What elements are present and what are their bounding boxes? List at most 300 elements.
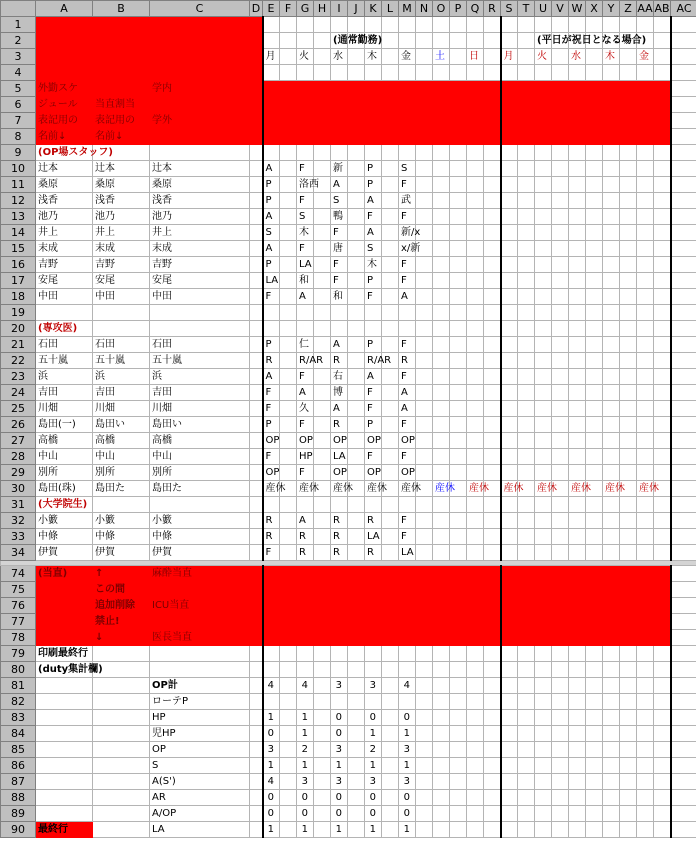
cell-b15[interactable]: 末成 (93, 241, 150, 257)
cell-l81[interactable] (382, 678, 399, 694)
cell-j78[interactable] (348, 630, 365, 646)
cell-p86[interactable] (450, 758, 467, 774)
cell-t26[interactable] (518, 417, 535, 433)
cell-u82[interactable] (535, 694, 552, 710)
cell-s77[interactable] (501, 614, 518, 630)
cell-b32[interactable]: 小籔 (93, 513, 150, 529)
cell-aa82[interactable] (637, 694, 654, 710)
cell-l27[interactable] (382, 433, 399, 449)
cell-f85[interactable] (280, 742, 297, 758)
cell-k6[interactable] (365, 97, 382, 113)
cell-r24[interactable] (484, 385, 501, 401)
cell-k17[interactable]: P (365, 273, 382, 289)
cell-s2[interactable] (501, 33, 518, 49)
cell-x16[interactable] (586, 257, 603, 273)
cell-h3[interactable] (314, 49, 331, 65)
cell-ac28[interactable] (671, 449, 696, 465)
cell-aa20[interactable] (637, 321, 654, 337)
cell-t84[interactable] (518, 726, 535, 742)
cell-v7[interactable] (552, 113, 569, 129)
cell-o12[interactable] (433, 193, 450, 209)
cell-q22[interactable] (467, 353, 484, 369)
cell-j84[interactable] (348, 726, 365, 742)
cell-p9[interactable] (450, 145, 467, 161)
cell-x24[interactable] (586, 385, 603, 401)
cell-u74[interactable] (535, 566, 552, 582)
cell-h2[interactable] (314, 33, 331, 49)
cell-e80[interactable] (263, 662, 280, 678)
cell-p2[interactable] (450, 33, 467, 49)
cell-q14[interactable] (467, 225, 484, 241)
cell-r29[interactable] (484, 465, 501, 481)
cell-c89[interactable]: A/OP (150, 806, 250, 822)
cell-l21[interactable] (382, 337, 399, 353)
cell-z19[interactable] (620, 305, 637, 321)
cell-k31[interactable] (365, 497, 382, 513)
cell-a13[interactable]: 池乃 (36, 209, 93, 225)
cell-s13[interactable] (501, 209, 518, 225)
cell-ac1[interactable] (671, 17, 696, 33)
cell-z11[interactable] (620, 177, 637, 193)
cell-j75[interactable] (348, 582, 365, 598)
cell-k77[interactable] (365, 614, 382, 630)
cell-z28[interactable] (620, 449, 637, 465)
cell-n27[interactable] (416, 433, 433, 449)
cell-u80[interactable] (535, 662, 552, 678)
row-header-2[interactable]: 2 (1, 33, 36, 49)
cell-u79[interactable] (535, 646, 552, 662)
cell-f18[interactable] (280, 289, 297, 305)
cell-y3[interactable]: 木 (603, 49, 620, 65)
cell-a5[interactable]: 外勤スケ (36, 81, 93, 97)
cell-k80[interactable] (365, 662, 382, 678)
cell-a23[interactable]: 浜 (36, 369, 93, 385)
cell-u24[interactable] (535, 385, 552, 401)
cell-ab32[interactable] (654, 513, 671, 529)
cell-z21[interactable] (620, 337, 637, 353)
cell-y79[interactable] (603, 646, 620, 662)
cell-o21[interactable] (433, 337, 450, 353)
cell-o32[interactable] (433, 513, 450, 529)
cell-i88[interactable]: 0 (331, 790, 348, 806)
column-header-e[interactable]: E (263, 1, 280, 17)
cell-b3[interactable] (93, 49, 150, 65)
cell-s27[interactable] (501, 433, 518, 449)
cell-d19[interactable] (250, 305, 263, 321)
cell-q3[interactable]: 日 (467, 49, 484, 65)
cell-t77[interactable] (518, 614, 535, 630)
cell-e82[interactable] (263, 694, 280, 710)
cell-u25[interactable] (535, 401, 552, 417)
cell-ab7[interactable] (654, 113, 671, 129)
cell-f12[interactable] (280, 193, 297, 209)
cell-o82[interactable] (433, 694, 450, 710)
cell-v15[interactable] (552, 241, 569, 257)
cell-g6[interactable] (297, 97, 314, 113)
cell-h27[interactable] (314, 433, 331, 449)
cell-x4[interactable] (586, 65, 603, 81)
cell-x15[interactable] (586, 241, 603, 257)
cell-g29[interactable]: F (297, 465, 314, 481)
cell-s4[interactable] (501, 65, 518, 81)
cell-h14[interactable] (314, 225, 331, 241)
cell-z32[interactable] (620, 513, 637, 529)
cell-ab10[interactable] (654, 161, 671, 177)
cell-l29[interactable] (382, 465, 399, 481)
cell-v23[interactable] (552, 369, 569, 385)
cell-h82[interactable] (314, 694, 331, 710)
cell-m24[interactable]: A (399, 385, 416, 401)
cell-j5[interactable] (348, 81, 365, 97)
cell-c85[interactable]: OP (150, 742, 250, 758)
cell-c11[interactable]: 桑原 (150, 177, 250, 193)
cell-v28[interactable] (552, 449, 569, 465)
cell-o77[interactable] (433, 614, 450, 630)
cell-w14[interactable] (569, 225, 586, 241)
cell-m74[interactable] (399, 566, 416, 582)
cell-i12[interactable]: S (331, 193, 348, 209)
cell-g28[interactable]: HP (297, 449, 314, 465)
cell-ac84[interactable] (671, 726, 696, 742)
cell-u27[interactable] (535, 433, 552, 449)
cell-n32[interactable] (416, 513, 433, 529)
cell-f20[interactable] (280, 321, 297, 337)
cell-a10[interactable]: 辻本 (36, 161, 93, 177)
cell-i79[interactable] (331, 646, 348, 662)
cell-z33[interactable] (620, 529, 637, 545)
cell-a30[interactable]: 島田(珠) (36, 481, 93, 497)
cell-n88[interactable] (416, 790, 433, 806)
cell-i22[interactable]: R (331, 353, 348, 369)
cell-ab21[interactable] (654, 337, 671, 353)
row-header-23[interactable]: 23 (1, 369, 36, 385)
cell-a2[interactable] (36, 33, 93, 49)
cell-d77[interactable] (250, 614, 263, 630)
cell-x32[interactable] (586, 513, 603, 529)
cell-w81[interactable] (569, 678, 586, 694)
cell-i3[interactable]: 水 (331, 49, 348, 65)
cell-e90[interactable]: 1 (263, 822, 280, 838)
cell-d74[interactable] (250, 566, 263, 582)
cell-ab5[interactable] (654, 81, 671, 97)
cell-u23[interactable] (535, 369, 552, 385)
cell-k82[interactable] (365, 694, 382, 710)
cell-h29[interactable] (314, 465, 331, 481)
cell-u84[interactable] (535, 726, 552, 742)
column-header-m[interactable]: M (399, 1, 416, 17)
cell-o18[interactable] (433, 289, 450, 305)
cell-g32[interactable]: A (297, 513, 314, 529)
column-header-j[interactable]: J (348, 1, 365, 17)
cell-c20[interactable] (150, 321, 250, 337)
cell-v12[interactable] (552, 193, 569, 209)
cell-v26[interactable] (552, 417, 569, 433)
cell-z23[interactable] (620, 369, 637, 385)
cell-k5[interactable] (365, 81, 382, 97)
cell-ac87[interactable] (671, 774, 696, 790)
row-header-82[interactable]: 82 (1, 694, 36, 710)
cell-t22[interactable] (518, 353, 535, 369)
cell-i18[interactable]: 和 (331, 289, 348, 305)
cell-i4[interactable] (331, 65, 348, 81)
cell-q78[interactable] (467, 630, 484, 646)
cell-f3[interactable] (280, 49, 297, 65)
cell-x33[interactable] (586, 529, 603, 545)
cell-i20[interactable] (331, 321, 348, 337)
cell-p74[interactable] (450, 566, 467, 582)
cell-o16[interactable] (433, 257, 450, 273)
cell-y7[interactable] (603, 113, 620, 129)
cell-r78[interactable] (484, 630, 501, 646)
cell-a85[interactable] (36, 742, 93, 758)
cell-i27[interactable]: OP (331, 433, 348, 449)
cell-t85[interactable] (518, 742, 535, 758)
cell-u81[interactable] (535, 678, 552, 694)
cell-l23[interactable] (382, 369, 399, 385)
cell-o88[interactable] (433, 790, 450, 806)
cell-x22[interactable] (586, 353, 603, 369)
cell-f88[interactable] (280, 790, 297, 806)
cell-b17[interactable]: 安尾 (93, 273, 150, 289)
cell-v80[interactable] (552, 662, 569, 678)
cell-m87[interactable]: 3 (399, 774, 416, 790)
cell-x12[interactable] (586, 193, 603, 209)
cell-w87[interactable] (569, 774, 586, 790)
cell-r10[interactable] (484, 161, 501, 177)
cell-s1[interactable] (501, 17, 518, 33)
cell-ac27[interactable] (671, 433, 696, 449)
cell-y22[interactable] (603, 353, 620, 369)
cell-w19[interactable] (569, 305, 586, 321)
row-header-27[interactable]: 27 (1, 433, 36, 449)
cell-c28[interactable]: 中山 (150, 449, 250, 465)
cell-m86[interactable]: 1 (399, 758, 416, 774)
cell-aa87[interactable] (637, 774, 654, 790)
cell-r17[interactable] (484, 273, 501, 289)
cell-j4[interactable] (348, 65, 365, 81)
cell-w28[interactable] (569, 449, 586, 465)
cell-ab4[interactable] (654, 65, 671, 81)
cell-j1[interactable] (348, 17, 365, 33)
cell-q34[interactable] (467, 545, 484, 561)
cell-s79[interactable] (501, 646, 518, 662)
cell-c78[interactable]: 医長当直 (150, 630, 250, 646)
column-header-aa[interactable]: AA (637, 2, 653, 15)
cell-k22[interactable]: R/AR (365, 353, 382, 369)
cell-k76[interactable] (365, 598, 382, 614)
cell-t18[interactable] (518, 289, 535, 305)
cell-c25[interactable]: 川畑 (150, 401, 250, 417)
cell-t31[interactable] (518, 497, 535, 513)
cell-i74[interactable] (331, 566, 348, 582)
cell-h19[interactable] (314, 305, 331, 321)
cell-n28[interactable] (416, 449, 433, 465)
cell-q83[interactable] (467, 710, 484, 726)
column-header-z[interactable]: Z (620, 1, 637, 17)
cell-c83[interactable]: HP (150, 710, 250, 726)
row-header-81[interactable]: 81 (1, 678, 36, 694)
cell-w15[interactable] (569, 241, 586, 257)
cell-s86[interactable] (501, 758, 518, 774)
cell-d84[interactable] (250, 726, 263, 742)
cell-x10[interactable] (586, 161, 603, 177)
row-header-90[interactable]: 90 (1, 822, 36, 838)
cell-v76[interactable] (552, 598, 569, 614)
cell-u15[interactable] (535, 241, 552, 257)
cell-ab86[interactable] (654, 758, 671, 774)
cell-f31[interactable] (280, 497, 297, 513)
cell-u13[interactable] (535, 209, 552, 225)
cell-h79[interactable] (314, 646, 331, 662)
cell-y13[interactable] (603, 209, 620, 225)
cell-j20[interactable] (348, 321, 365, 337)
cell-o24[interactable] (433, 385, 450, 401)
cell-i15[interactable]: 唐 (331, 241, 348, 257)
cell-p89[interactable] (450, 806, 467, 822)
cell-a33[interactable]: 中條 (36, 529, 93, 545)
cell-f89[interactable] (280, 806, 297, 822)
cell-l87[interactable] (382, 774, 399, 790)
cell-y32[interactable] (603, 513, 620, 529)
row-header-11[interactable]: 11 (1, 177, 36, 193)
cell-n84[interactable] (416, 726, 433, 742)
cell-l26[interactable] (382, 417, 399, 433)
cell-b1[interactable] (93, 17, 150, 33)
cell-n9[interactable] (416, 145, 433, 161)
cell-p22[interactable] (450, 353, 467, 369)
cell-l4[interactable] (382, 65, 399, 81)
cell-w25[interactable] (569, 401, 586, 417)
cell-m4[interactable] (399, 65, 416, 81)
cell-o30[interactable]: 産休 (433, 481, 450, 497)
cell-e15[interactable]: A (263, 241, 280, 257)
cell-z81[interactable] (620, 678, 637, 694)
row-header-15[interactable]: 15 (1, 241, 36, 257)
cell-h77[interactable] (314, 614, 331, 630)
cell-v29[interactable] (552, 465, 569, 481)
cell-m90[interactable]: 1 (399, 822, 416, 838)
cell-c12[interactable]: 浅香 (150, 193, 250, 209)
cell-h74[interactable] (314, 566, 331, 582)
cell-ab84[interactable] (654, 726, 671, 742)
cell-y19[interactable] (603, 305, 620, 321)
cell-m28[interactable]: F (399, 449, 416, 465)
cell-z27[interactable] (620, 433, 637, 449)
cell-f34[interactable] (280, 545, 297, 561)
cell-s83[interactable] (501, 710, 518, 726)
cell-y83[interactable] (603, 710, 620, 726)
column-header-v[interactable]: V (552, 1, 569, 17)
cell-z26[interactable] (620, 417, 637, 433)
cell-z76[interactable] (620, 598, 637, 614)
cell-b8[interactable]: 名前↓ (93, 129, 150, 145)
cell-l34[interactable] (382, 545, 399, 561)
cell-j16[interactable] (348, 257, 365, 273)
cell-b21[interactable]: 石田 (93, 337, 150, 353)
cell-ac79[interactable] (671, 646, 696, 662)
cell-u29[interactable] (535, 465, 552, 481)
cell-k74[interactable] (365, 566, 382, 582)
cell-u30[interactable]: 産休 (535, 481, 552, 497)
cell-y82[interactable] (603, 694, 620, 710)
cell-f11[interactable] (280, 177, 297, 193)
cell-aa83[interactable] (637, 710, 654, 726)
cell-ab87[interactable] (654, 774, 671, 790)
cell-t89[interactable] (518, 806, 535, 822)
cell-j13[interactable] (348, 209, 365, 225)
cell-k81[interactable]: 3 (365, 678, 382, 694)
cell-d25[interactable] (250, 401, 263, 417)
column-header-u[interactable]: U (535, 1, 552, 17)
cell-t28[interactable] (518, 449, 535, 465)
cell-a75[interactable] (36, 582, 93, 598)
cell-c82[interactable]: ローテP (150, 694, 250, 710)
cell-z31[interactable] (620, 497, 637, 513)
cell-v18[interactable] (552, 289, 569, 305)
cell-w13[interactable] (569, 209, 586, 225)
cell-g86[interactable]: 1 (297, 758, 314, 774)
cell-i9[interactable] (331, 145, 348, 161)
cell-i77[interactable] (331, 614, 348, 630)
cell-g82[interactable] (297, 694, 314, 710)
cell-p18[interactable] (450, 289, 467, 305)
cell-e81[interactable]: 4 (263, 678, 280, 694)
cell-z8[interactable] (620, 129, 637, 145)
cell-n78[interactable] (416, 630, 433, 646)
cell-l75[interactable] (382, 582, 399, 598)
cell-l88[interactable] (382, 790, 399, 806)
cell-u90[interactable] (535, 822, 552, 838)
cell-ac89[interactable] (671, 806, 696, 822)
cell-e79[interactable] (263, 646, 280, 662)
cell-v89[interactable] (552, 806, 569, 822)
cell-s90[interactable] (501, 822, 518, 838)
cell-h8[interactable] (314, 129, 331, 145)
cell-z85[interactable] (620, 742, 637, 758)
cell-s80[interactable] (501, 662, 518, 678)
cell-v88[interactable] (552, 790, 569, 806)
row-header-10[interactable]: 10 (1, 161, 36, 177)
cell-j29[interactable] (348, 465, 365, 481)
cell-ab13[interactable] (654, 209, 671, 225)
cell-n19[interactable] (416, 305, 433, 321)
cell-x29[interactable] (586, 465, 603, 481)
cell-f79[interactable] (280, 646, 297, 662)
cell-aa81[interactable] (637, 678, 654, 694)
cell-p3[interactable] (450, 49, 467, 65)
cell-x82[interactable] (586, 694, 603, 710)
cell-k25[interactable]: F (365, 401, 382, 417)
cell-l12[interactable] (382, 193, 399, 209)
cell-ac21[interactable] (671, 337, 696, 353)
cell-v77[interactable] (552, 614, 569, 630)
cell-s20[interactable] (501, 321, 518, 337)
cell-aa24[interactable] (637, 385, 654, 401)
cell-q6[interactable] (467, 97, 484, 113)
cell-v22[interactable] (552, 353, 569, 369)
cell-o20[interactable] (433, 321, 450, 337)
cell-h24[interactable] (314, 385, 331, 401)
row-header-17[interactable]: 17 (1, 273, 36, 289)
cell-i21[interactable]: A (331, 337, 348, 353)
cell-y9[interactable] (603, 145, 620, 161)
cell-w9[interactable] (569, 145, 586, 161)
cell-y27[interactable] (603, 433, 620, 449)
cell-x1[interactable] (586, 17, 603, 33)
cell-a3[interactable] (36, 49, 93, 65)
cell-m88[interactable]: 0 (399, 790, 416, 806)
cell-v34[interactable] (552, 545, 569, 561)
